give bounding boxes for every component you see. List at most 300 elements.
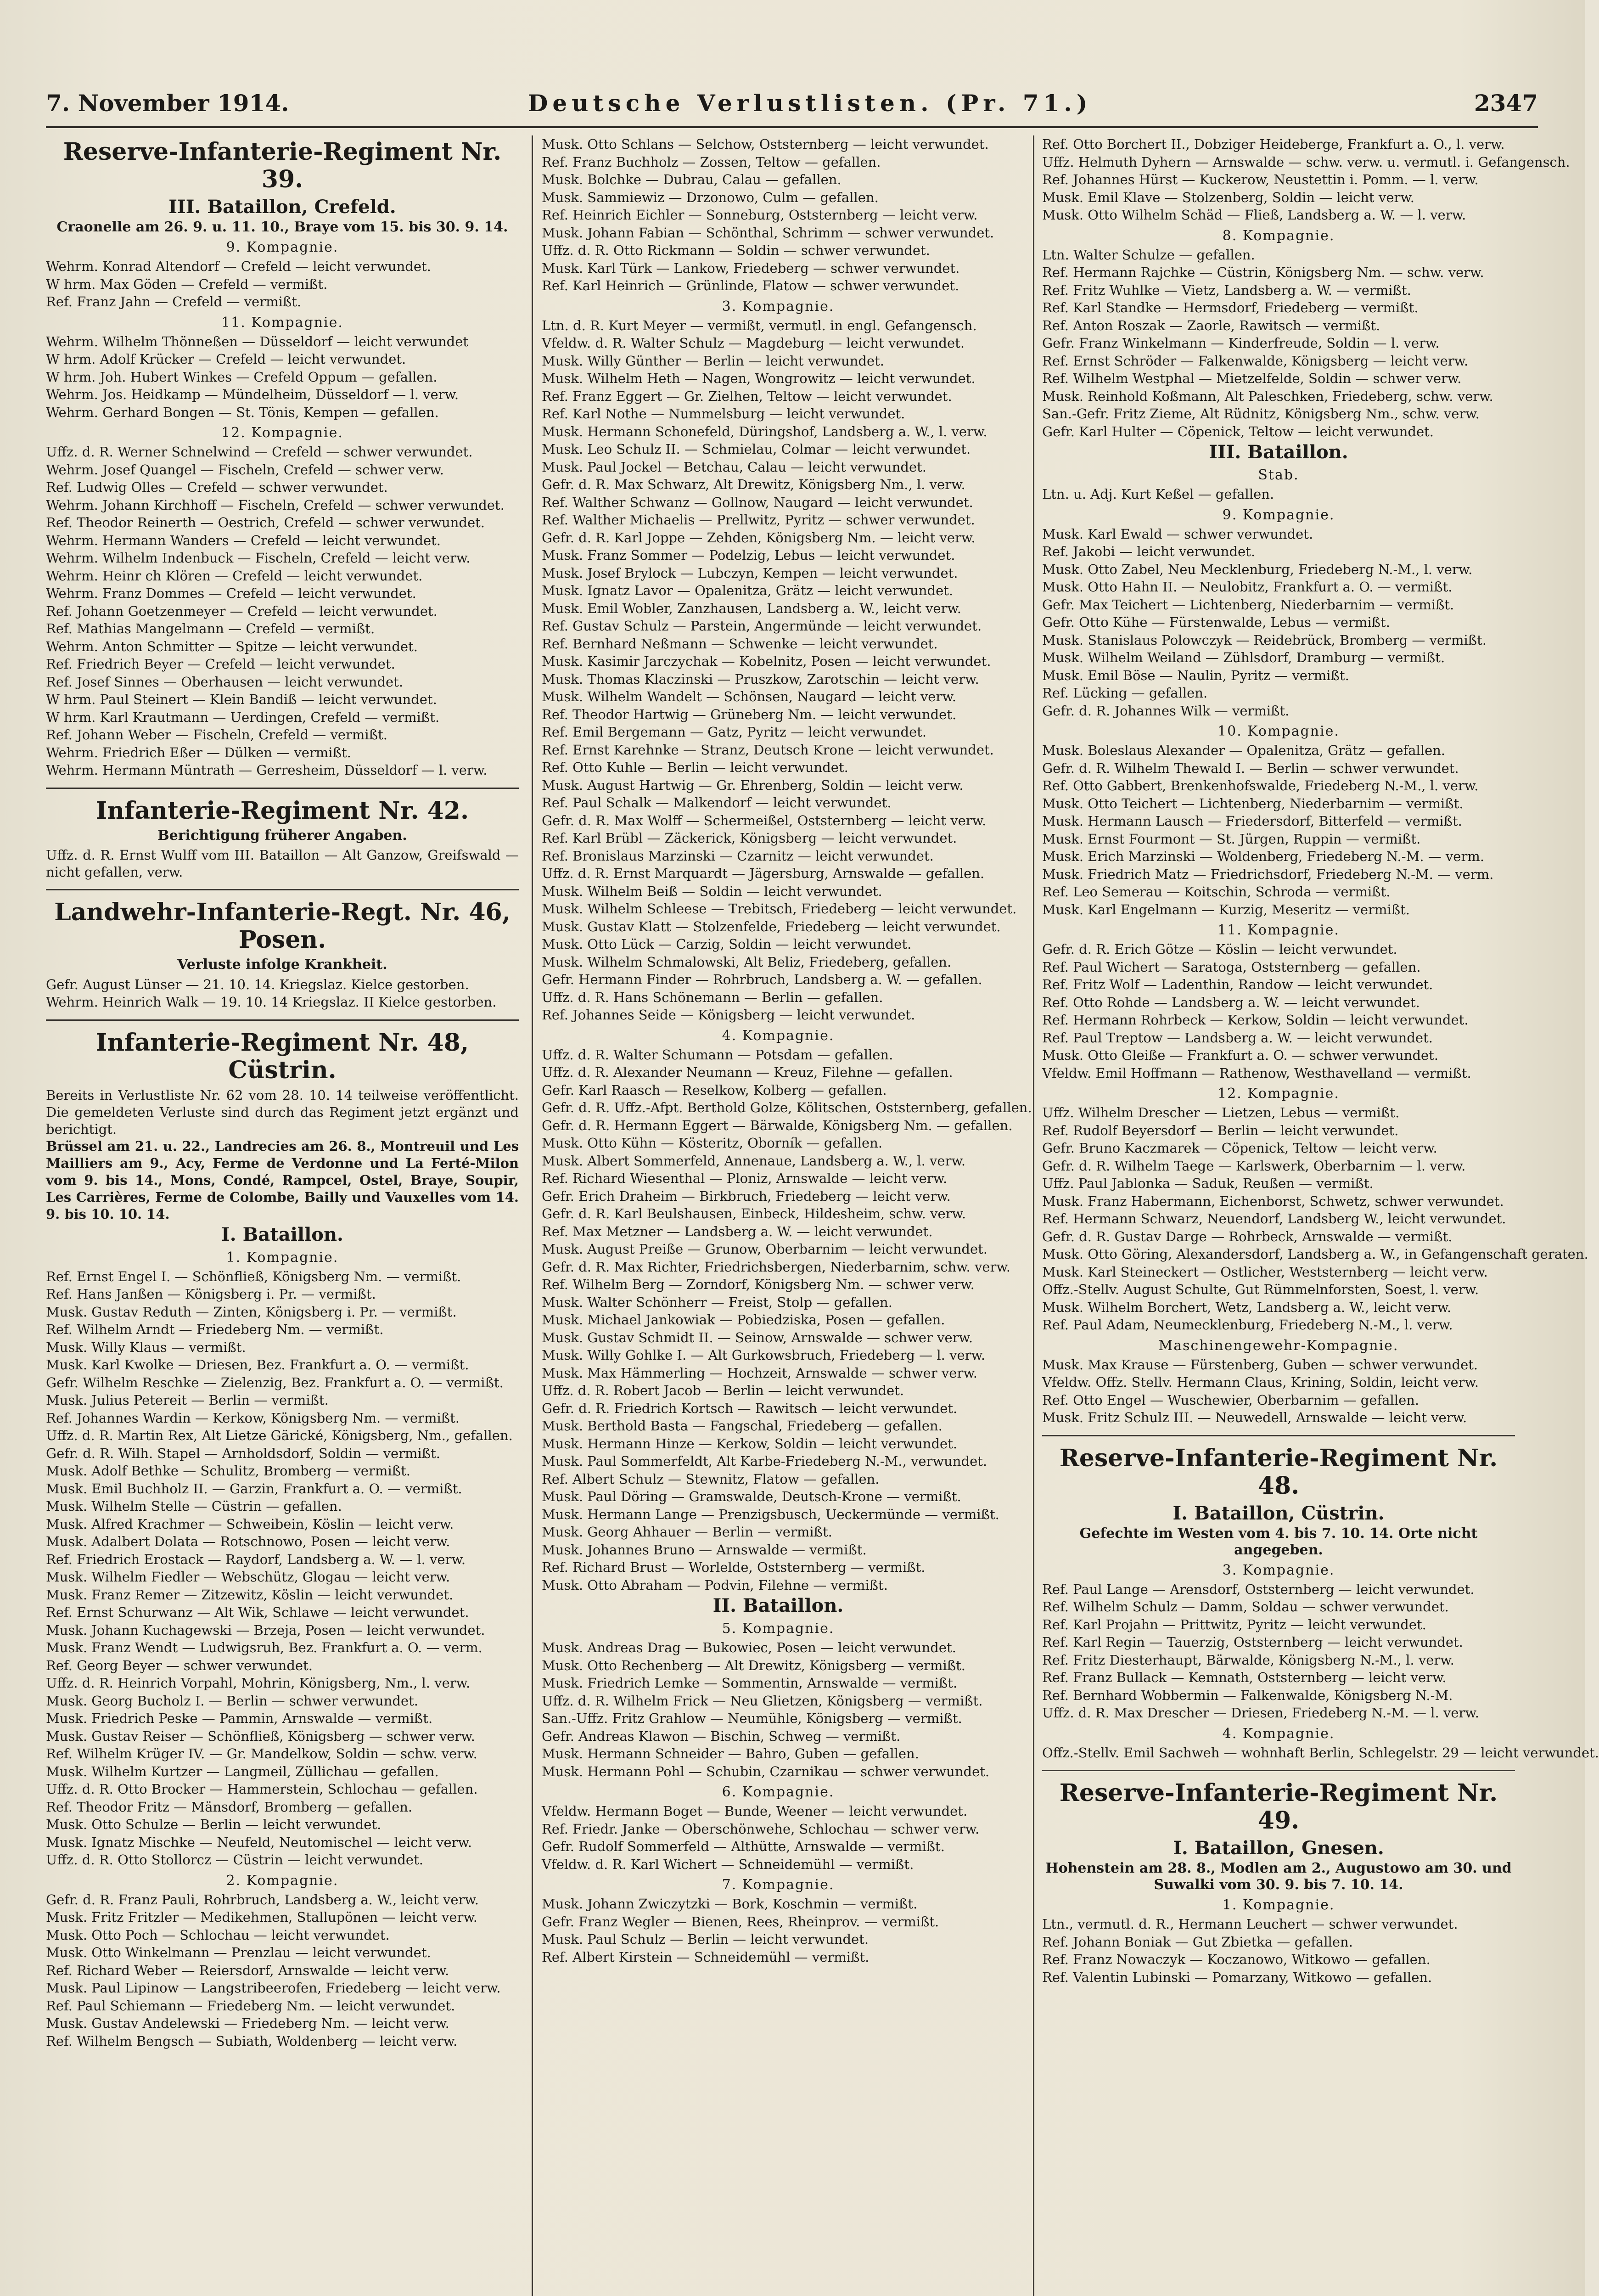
casualty-entry: Gefr. d. R. Gustav Darge — Rohrbeck, Arnswalde — vermißt.	[1042, 1228, 1453, 1244]
casualty-entry: Musk. Paul Sommerfeldt, Alt Karbe-Friedeberg N.-M., verwundet.	[542, 1453, 987, 1469]
casualty-entry: W hrm. Max Göden — Crefeld — vermißt.	[46, 276, 328, 292]
casualty-entry: Uffz. Wilhelm Drescher — Lietzen, Lebus — vermißt.	[1042, 1105, 1400, 1120]
casualty-entry: Musk. Hermann Schneider — Bahro, Guben — gefallen.	[542, 1746, 919, 1761]
casualty-entry: Wehrm. Hermann Wanders — Crefeld — leicht verwundet.	[46, 532, 441, 548]
casualty-entry: Musk. Sammiewiz — Drzonowo, Culm — gefallen.	[542, 189, 879, 205]
casualty-entry: Musk. Johann Zwiczytzki — Bork, Koschmin — vermißt.	[542, 1896, 918, 1912]
casualty-entry: Musk. Hermann Hinze — Kerkow, Soldin — leicht verwundet.	[542, 1435, 958, 1452]
casualty-entry: Ref. Friedrich Beyer — Crefeld — leicht verwundet.	[46, 656, 395, 672]
casualty-entry: Gefr. d. R. Uffz.-Afpt. Berthold Golze, Kölitschen, Oststernberg, gefallen.	[542, 1100, 1032, 1115]
casualty-entry: Ref. Johannes Seide — Königsberg — leicht verwundet.	[542, 1007, 915, 1023]
casualty-entry: Musk. Otto Rechenberg — Alt Drewitz, Königsberg — vermißt.	[542, 1657, 965, 1673]
casualty-entry: Ref. Walther Michaelis — Prellwitz, Pyritz — schwer verwundet.	[542, 512, 975, 528]
casualty-entry: Musk. Otto Wilhelm Schäd — Fließ, Landsberg a. W. — l. verw.	[1042, 207, 1466, 223]
casualty-entry: Musk. Wilhelm Schleese — Trebitsch, Friedeberg — leicht verwundet.	[542, 901, 1017, 917]
casualty-entry: Ltn. Walter Schulze — gefallen.	[1042, 247, 1255, 263]
casualty-entry: Musk. Otto Göring, Alexandersdorf, Landsberg a. W., in Gefangenschaft geraten.	[1042, 1246, 1588, 1262]
company-heading: 6. Kompagnie.	[722, 1784, 835, 1800]
casualty-entry: Gefr. d. R. Max Richter, Friedrichsbergen, Niederbarnim, schw. verw.	[542, 1259, 1010, 1275]
company-heading: 5. Kompagnie.	[722, 1621, 835, 1637]
casualty-entry: Musk. August Preiße — Grunow, Oberbarnim — leicht verwundet.	[542, 1241, 987, 1257]
casualty-entry: Musk. Karl Ewald — schwer verwundet.	[1042, 526, 1313, 542]
casualty-entry: San.-Gefr. Fritz Zieme, Alt Rüdnitz, Königsberg Nm., schw. verw.	[1042, 406, 1480, 422]
casualty-entry: Ref. Richard Weber — Reiersdorf, Arnswalde — leicht verw.	[46, 1962, 449, 1978]
casualty-entry: Wehrm. Wilhelm Thönneßen — Düsseldorf — leicht verwundet	[46, 333, 469, 349]
company-heading: Maschinengewehr-Kompagnie.	[1158, 1337, 1399, 1354]
casualty-entry: Ltn. u. Adj. Kurt Keßel — gefallen.	[1042, 486, 1274, 502]
casualty-entry: Musk. Otto Winkelmann — Prenzlau — leicht verwundet.	[46, 1945, 431, 1960]
casualty-entry: Musk. Franz Habermann, Eichenborst, Schwetz, schwer verwundet.	[1042, 1193, 1504, 1209]
section-divider	[46, 1019, 519, 1021]
casualty-entry: Musk. Wilhelm Wandelt — Schönsen, Naugard — leicht verw.	[542, 689, 956, 704]
casualty-entry: Ref. Bronislaus Marzinski — Czarnitz — leicht verwundet.	[542, 848, 934, 864]
casualty-entry: Uffz. d. R. Walter Schumann — Potsdam — gefallen.	[542, 1047, 893, 1063]
casualty-entry: Uffz. d. R. Otto Brocker — Hammerstein, Schlochau — gefallen.	[46, 1781, 478, 1797]
casualty-entry: Ref. Leo Semerau — Koitschin, Schroda — vermißt.	[1042, 884, 1391, 900]
casualty-entry: Musk. Erich Marzinski — Woldenberg, Friedeberg N.-M. — verm.	[1042, 849, 1485, 864]
casualty-entry: Gefr. Hermann Finder — Rohrbruch, Landsberg a. W. — gefallen.	[542, 972, 982, 987]
casualty-entry: Musk. Otto Schulze — Berlin — leicht verwundet.	[46, 1817, 382, 1832]
casualty-entry: Musk. Alfred Krachmer — Schweibein, Köslin — leicht verw.	[46, 1516, 454, 1532]
casualty-entry: W hrm. Paul Steinert — Klein Bandiß — leicht verwundet.	[46, 692, 437, 707]
casualty-entry: Ref. Friedr. Janke — Oberschönwehe, Schlochau — schwer verw.	[542, 1821, 980, 1837]
casualty-entry: Ref. Mathias Mangelmann — Crefeld — vermißt.	[46, 621, 375, 636]
casualty-entry: Musk. Fritz Fritzler — Medikehmen, Stallupönen — leicht verw.	[46, 1909, 478, 1925]
casualty-entry: Musk. Walter Schönherr — Freist, Stolp — gefallen.	[542, 1294, 892, 1310]
casualty-entry: Musk. Otto Poch — Schlochau — leicht verwundet.	[46, 1927, 390, 1943]
column-2	[542, 135, 1032, 2296]
casualty-entry: Wehrm. Heinr ch Klören — Crefeld — leicht verwundet.	[46, 568, 423, 584]
casualty-entry: Ref. Franz Nowaczyk — Koczanowo, Witkowo — gefallen.	[1042, 1952, 1431, 1967]
entry-list	[1042, 525, 1515, 720]
casualty-entry: Musk. Emil Wobler, Zanzhausen, Landsberg a. W., leicht verw.	[542, 600, 961, 616]
casualty-entry: Ref. Ernst Karehnke — Stranz, Deutsch Krone — leicht verwundet.	[542, 742, 994, 758]
casualty-entry: Gefr. d. R. Friedrich Kortsch — Rawitsch — leicht verwundet.	[542, 1400, 958, 1416]
casualty-entry: Gefr. Franz Wegler — Bienen, Rees, Rheinprov. — vermißt.	[542, 1913, 939, 1930]
casualty-entry: Gefr. d. R. Franz Pauli, Rohrbruch, Landsberg a. W., leicht verw.	[46, 1891, 479, 1908]
casualty-entry: Gefr. Wilhelm Reschke — Zielenzig, Bez. Frankfurt a. O. — vermißt.	[46, 1374, 504, 1390]
company-heading: 9. Kompagnie.	[226, 239, 339, 255]
company-heading: 12. Kompagnie.	[221, 425, 343, 441]
column-1	[46, 135, 519, 2296]
company-heading: 9. Kompagnie.	[1222, 506, 1335, 523]
casualty-entry: Musk. Willy Gohlke I. — Alt Gurkowsbruch, Friedeberg — l. verw.	[542, 1347, 986, 1363]
company-heading: 1. Kompagnie.	[1222, 1897, 1335, 1913]
entry-list	[46, 1268, 519, 1869]
casualty-entry: Ref. Ernst Schröder — Falkenwalde, Königsberg — leicht verw.	[1042, 353, 1469, 369]
casualty-entry: Musk. Andreas Drag — Bukowiec, Posen — leicht verwundet.	[542, 1640, 956, 1655]
casualty-entry: Musk. Fritz Schulz III. — Neuwedell, Arnswalde — leicht verw.	[1042, 1410, 1467, 1425]
entry-list	[46, 333, 519, 422]
casualty-entry: Gefr. d. R. Wilhelm Thewald I. — Berlin — schwer verwundet.	[1042, 760, 1459, 776]
casualty-entry: Ref. Friedrich Erostack — Raydorf, Landsberg a. W. — l. verw.	[46, 1551, 466, 1567]
casualty-entry: Musk. Karl Steineckert — Ostlicher, Weststernberg — leicht verw.	[1042, 1264, 1488, 1280]
casualty-entry: Wehrm. Heinrich Walk — 19. 10. 14 Kriegslaz. II Kielce gestorben.	[46, 994, 497, 1010]
casualty-entry: Musk. Karl Türk — Lankow, Friedeberg — schwer verwundet.	[542, 260, 960, 276]
page-number: 2347	[1474, 90, 1538, 117]
casualty-entry: Ref. Bernhard Neßmann — Schwenke — leicht verwundet.	[542, 636, 938, 652]
casualty-entry: W hrm. Joh. Hubert Winkes — Crefeld Oppum — gefallen.	[46, 369, 438, 385]
casualty-entry: Ref. Anton Roszak — Zaorle, Rawitsch — vermißt.	[1042, 317, 1380, 333]
casualty-entry: Vfeldw. Emil Hoffmann — Rathenow, Westhavelland — vermißt.	[1042, 1065, 1471, 1081]
casualty-entry: Wehrm. Anton Schmitter — Spitze — leicht verwundet.	[46, 638, 418, 654]
entry-list	[1042, 1915, 1515, 1986]
casualty-entry: Gefr. d. R. Hermann Eggert — Bärwalde, Königsberg Nm. — gefallen.	[542, 1117, 1013, 1133]
casualty-entry: Ref. Fritz Wolf — Ladenthin, Randow — leicht verwundet.	[1042, 977, 1433, 992]
casualty-entry: Gefr. Rudolf Sommerfeld — Althütte, Arnswalde — vermißt.	[542, 1839, 945, 1854]
casualty-entry: Musk. Thomas Klaczinski — Pruszkow, Zarotschin — leicht verw.	[542, 671, 979, 687]
casualty-entry: Ref. Karl Standke — Hermsdorf, Friedeberg — vermißt.	[1042, 300, 1419, 315]
casualty-entry: Musk. Julius Petereit — Berlin — vermißt.	[46, 1392, 329, 1408]
casualty-entry: Uffz. d. R. Robert Jacob — Berlin — leicht verwundet.	[542, 1383, 904, 1398]
casualty-entry: Musk. Albert Sommerfeld, Annenaue, Landsberg a. W., l. verw.	[542, 1153, 966, 1169]
entry-list	[542, 317, 1015, 1024]
casualty-entry: Vfeldw. Hermann Boget — Bunde, Weener — leicht verwundet.	[542, 1803, 968, 1819]
casualty-entry: Ref. Theodor Fritz — Mänsdorf, Bromberg — gefallen.	[46, 1799, 413, 1815]
casualty-entry: Ref. Heinrich Eichler — Sonneburg, Oststernberg — leicht verw.	[542, 207, 978, 223]
battle-places: Brüssel am 21. u. 22., Landrecies am 26. 8., Montreuil und Les Mailliers am 9., Acy, Ferme de Verdonne und La Ferté-Milon vom 9. bis 14., Mons, Condé, Rampcel, Ostel, Braye, Soupir, Les Carrières, Ferme de Colombe, Bailly und Vauxelles vom 14. 9. bis 10. 10. 14.	[46, 1138, 519, 1222]
casualty-entry: Musk. Paul Döring — Gramswalde, Deutsch-Krone — vermißt.	[542, 1489, 961, 1504]
casualty-entry: Musk. Wilhelm Borchert, Wetz, Landsberg a. W., leicht verw.	[1042, 1299, 1452, 1315]
company-heading: 10. Kompagnie.	[1217, 723, 1340, 739]
casualty-entry: Musk. Franz Sommer — Podelzig, Lebus — leicht verwundet.	[542, 547, 955, 563]
casualty-entry: Musk. Emil Böse — Naulin, Pyritz — vermißt.	[1042, 667, 1349, 683]
entry-list	[1042, 1744, 1599, 1762]
casualty-entry: Gefr. d. R. Wilh. Stapel — Arnholdsdorf, Soldin — vermißt.	[46, 1445, 440, 1461]
battalion-heading: I. Bataillon, Cüstrin.	[1173, 1502, 1385, 1524]
casualty-entry: Offz.-Stellv. August Schulte, Gut Rümmelnforsten, Soest, l. verw.	[1042, 1282, 1479, 1297]
casualty-entry: Musk. Johannes Bruno — Arnswalde — vermißt.	[542, 1542, 867, 1558]
casualty-entry: Ref. Wilhelm Arndt — Friedeberg Nm. — vermißt.	[46, 1322, 384, 1337]
casualty-entry: Musk. Wilhelm Heth — Nagen, Wongrowitz — leicht verwundet.	[542, 371, 976, 386]
battle-note: Hohenstein am 28. 8., Modlen am 2., Augustowo am 30. und Suwalki vom 30. 9. bis 7. 10. 14.	[1045, 1860, 1512, 1893]
section-note: Berichtigung früherer Angaben.	[157, 827, 407, 844]
casualty-entry: Ref. Hermann Rohrbeck — Kerkow, Soldin — leicht verwundet.	[1042, 1012, 1469, 1028]
casualty-entry: Musk. Adolf Bethke — Schulitz, Bromberg — vermißt.	[46, 1463, 410, 1479]
casualty-entry: Musk. Hermann Schonefeld, Düringshof, Landsberg a. W., l. verw.	[542, 423, 987, 439]
casualty-entry: Musk. Michael Jankowiak — Pobiedziska, Posen — gefallen.	[542, 1312, 945, 1328]
casualty-entry: Musk. Otto Zabel, Neu Mecklenburg, Friedeberg N.-M., l. verw.	[1042, 561, 1473, 577]
casualty-entry: Musk. Gustav Reduth — Zinten, Königsberg i. Pr. — vermißt.	[46, 1304, 457, 1320]
casualty-entry: Musk. Franz Wendt — Ludwigsruh, Bez. Frankfurt a. O. — verm.	[46, 1640, 483, 1655]
casualty-entry: Ref. Jakobi — leicht verwundet.	[1042, 544, 1256, 559]
casualty-entry: Musk. Gustav Klatt — Stolzenfelde, Friedeberg — leicht verwundet.	[542, 918, 1001, 934]
casualty-entry: Musk. Max Krause — Fürstenberg, Guben — schwer verwundet.	[1042, 1356, 1478, 1373]
casualty-entry: Ref. Richard Brust — Worlelde, Oststernberg — vermißt.	[542, 1559, 926, 1575]
casualty-entry: Musk. Otto Schlans — Selchow, Oststernberg — leicht verwundet.	[542, 136, 989, 152]
casualty-entry: Musk. Adalbert Dolata — Rotschnowo, Posen — leicht verw.	[46, 1534, 450, 1549]
battalion-heading: III. Bataillon.	[1209, 441, 1348, 463]
casualty-entry: Ref. Wilhelm Bengsch — Subiath, Woldenberg — leicht verw.	[46, 2033, 458, 2049]
casualty-entry: Ref. Karl Nothe — Nummelsburg — leicht verwundet.	[542, 406, 905, 422]
casualty-entry: Wehrm. Josef Quangel — Fischeln, Crefeld — schwer verw.	[46, 461, 444, 478]
company-heading: 8. Kompagnie.	[1222, 227, 1335, 244]
casualty-entry: Uffz. d. R. Otto Rickmann — Soldin — schwer verwundet.	[542, 242, 930, 258]
casualty-entry: Musk. Friedrich Peske — Pammin, Arnswalde — vermißt.	[46, 1711, 433, 1726]
casualty-entry: Musk. Wilhelm Beiß — Soldin — leicht verwundet.	[542, 883, 882, 899]
casualty-entry: Musk. Gustav Reiser — Schönfließ, Königsberg — schwer verw.	[46, 1728, 475, 1744]
casualty-entry: Wehrm. Johann Kirchhoff — Fischeln, Crefeld — schwer verwundet.	[46, 497, 505, 513]
battalion-heading: III. Bataillon, Crefeld.	[168, 196, 396, 218]
column-divider-2	[1033, 135, 1034, 2296]
casualty-entry: Musk. Wilhelm Stelle — Cüstrin — gefallen.	[46, 1498, 342, 1514]
casualty-entry: Ref. Josef Sinnes — Oberhausen — leicht verwundet.	[46, 674, 404, 690]
entry-list	[46, 258, 519, 311]
casualty-entry: Musk. Gustav Schmidt II. — Seinow, Arnswalde — schwer verw.	[542, 1329, 973, 1345]
casualty-entry: Musk. Karl Engelmann — Kurzig, Meseritz — vermißt.	[1042, 901, 1410, 917]
casualty-entry: Ref. Johannes Hürst — Kuckerow, Neustettin i. Pomm. — l. verw.	[1042, 172, 1479, 187]
casualty-entry: Gefr. Andreas Klawon — Bischin, Schweg — vermißt.	[542, 1728, 901, 1744]
casualty-entry: Wehrm. Franz Dommes — Crefeld — leicht verwundet.	[46, 585, 416, 601]
column-divider-1	[532, 135, 533, 2296]
casualty-entry: Musk. Hermann Lange — Prenzigsbusch, Ueckermünde — vermißt.	[542, 1506, 999, 1522]
casualty-entry: Gefr. d. R. Max Schwarz, Alt Drewitz, Königsberg Nm., l. verw.	[542, 477, 965, 492]
casualty-entry: Ref. Franz Jahn — Crefeld — vermißt.	[46, 294, 302, 310]
company-heading: 4. Kompagnie.	[1222, 1725, 1335, 1742]
casualty-entry: Ref. Valentin Lubinski — Pomarzany, Witkowo — gefallen.	[1042, 1969, 1432, 1985]
casualty-entry: Uffz. Helmuth Dyhern — Arnswalde — schw. verw. u. vermutl. i. Gefangensch.	[1042, 154, 1570, 170]
staff-heading: Stab.	[1258, 467, 1299, 483]
regiment-heading: Infanterie-Regiment Nr. 42.	[95, 796, 469, 825]
entry-list	[542, 1639, 1015, 1780]
battalion-heading: II. Bataillon.	[713, 1595, 844, 1616]
section-divider	[46, 788, 519, 789]
battalion-heading: I. Bataillon.	[221, 1223, 343, 1245]
casualty-entry: Gefr. Erich Draheim — Birkbruch, Friedeberg — leicht verw.	[542, 1188, 951, 1204]
regiment-heading: Reserve-Infanterie-Regiment Nr. 39.	[63, 138, 502, 193]
casualty-entry: Ref. Karl Projahn — Prittwitz, Pyritz — leicht verwundet.	[1042, 1616, 1426, 1632]
entry-list	[46, 976, 519, 1011]
casualty-entry: Gefr. d. R. Karl Beulshausen, Einbeck, Hildesheim, schw. verw.	[542, 1206, 966, 1221]
casualty-entry: Gefr. Karl Hulter — Cöpenick, Teltow — leicht verwundet.	[1042, 423, 1434, 439]
casualty-entry: Uffz. Paul Jablonka — Saduk, Reußen — vermißt.	[1042, 1176, 1374, 1191]
casualty-entry: Ref. Hermann Rajchke — Cüstrin, Königsberg Nm. — schw. verw.	[1042, 264, 1484, 280]
casualty-entry: Ref. Johann Weber — Fischeln, Crefeld — vermißt.	[46, 727, 387, 743]
entry-list	[1042, 1356, 1515, 1427]
casualty-entry: Ref. Ernst Schurwanz — Alt Wik, Schlawe — leicht verwundet.	[46, 1604, 469, 1620]
casualty-entry: Gefr. d. R. Wilhelm Taege — Karlswerk, Oberbarnim — l. verw.	[1042, 1158, 1466, 1174]
casualty-entry: Musk. Otto Gleiße — Frankfurt a. O. — schwer verwundet.	[1042, 1047, 1439, 1063]
regiment-heading: Landwehr-Infanterie-Regt. Nr. 46, Posen.	[54, 898, 511, 954]
casualty-entry: Ltn., vermutl. d. R., Hermann Leuchert — schwer verwundet.	[1042, 1916, 1458, 1932]
casualty-entry: Ref. Gustav Schulz — Parstein, Angermünde — leicht verwundet.	[542, 618, 982, 634]
casualty-entry: Ref. Otto Kuhle — Berlin — leicht verwundet.	[542, 760, 848, 775]
casualty-entry: Ref. Otto Engel — Wuschewier, Oberbarnim — gefallen.	[1042, 1392, 1419, 1408]
casualty-entry: Gefr. d. R. Erich Götze — Köslin — leicht verwundet.	[1042, 941, 1397, 957]
company-heading: 3. Kompagnie.	[722, 298, 835, 315]
casualty-entry: Musk. Georg Ahhauer — Berlin — vermißt.	[542, 1524, 832, 1540]
entry-list	[1042, 940, 1515, 1082]
casualty-entry: Vfeldw. Offz. Stellv. Hermann Claus, Krining, Soldin, leicht verw.	[1042, 1374, 1479, 1390]
casualty-entry: Musk. Ignatz Lavor — Opalenitza, Grätz — leicht verwundet.	[542, 583, 954, 598]
publication-title: Deutsche Verlustlisten. (Pr. 71.)	[528, 90, 1092, 117]
casualty-entry: Musk. Johann Kuchagewski — Brzeja, Posen — leicht verwundet.	[46, 1622, 485, 1638]
casualty-entry: Ref. Karl Brübl — Zäckerick, Königsberg — leicht verwundet.	[542, 830, 957, 846]
entry-list	[1042, 246, 1515, 441]
casualty-entry: Offz.-Stellv. Emil Sachweh — wohnhaft Berlin, Schlegelstr. 29 — leicht verwundet.	[1042, 1745, 1599, 1761]
casualty-entry: W hrm. Adolf Krücker — Crefeld — leicht verwundet.	[46, 351, 406, 367]
company-heading: 4. Kompagnie.	[722, 1027, 835, 1044]
casualty-entry: Gefr. Franz Winkelmann — Kinderfreude, Soldin — l. verw.	[1042, 335, 1440, 351]
casualty-entry: Ref. Otto Rohde — Landsberg a. W. — leicht verwundet.	[1042, 994, 1420, 1010]
casualty-entry: Ref. Fritz Diesterhaupt, Bärwalde, Königsberg N.-M., l. verw.	[1042, 1652, 1454, 1668]
casualty-entry: Wehrm. Gerhard Bongen — St. Tönis, Kempen — gefallen.	[46, 404, 439, 420]
casualty-entry: Ref. Karl Heinrich — Grünlinde, Flatow — schwer verwundet.	[542, 278, 959, 293]
casualty-entry: Musk. Wilhelm Kurtzer — Langmeil, Züllichau — gefallen.	[46, 1763, 439, 1779]
casualty-entry: Uffz. d. R. Max Drescher — Driesen, Friedeberg N.-M. — l. verw.	[1042, 1705, 1479, 1721]
casualty-entry: Ref. Albert Kirstein — Schneidemühl — vermißt.	[542, 1949, 870, 1965]
casualty-entry: Musk. Franz Remer — Zitzewitz, Köslin — leicht verwundet.	[46, 1587, 454, 1603]
casualty-entry: Musk. Wilhelm Schmalowski, Alt Beliz, Friedeberg, gefallen.	[542, 954, 952, 970]
casualty-entry: Ref. Emil Bergemann — Gatz, Pyritz — leicht verwundet.	[542, 724, 927, 740]
entry-list	[46, 1891, 519, 2050]
casualty-entry: Ref. Wilhelm Schulz — Damm, Soldau — schwer verwundet.	[1042, 1599, 1449, 1615]
regiment-heading: Infanterie-Regiment Nr. 48, Cüstrin.	[95, 1028, 469, 1084]
casualty-entry: Ref. Fritz Wuhlke — Vietz, Landsberg a. W. — vermißt.	[1042, 282, 1411, 298]
casualty-entry: Musk. Gustav Andelewski — Friedeberg Nm. — leicht verw.	[46, 2015, 449, 2031]
casualty-entry: Ref. Paul Schiemann — Friedeberg Nm. — leicht verwundet.	[46, 1998, 455, 2014]
casualty-entry: Musk. Boleslaus Alexander — Opalenitza, Grätz — gefallen.	[1042, 743, 1446, 758]
casualty-entry: Ref. Max Metzner — Landsberg a. W. — leicht verwundet.	[542, 1223, 933, 1239]
casualty-entry: Wehrm. Wilhelm Indenbuck — Fischeln, Crefeld — leicht verw.	[46, 550, 471, 566]
entry-list	[1042, 1104, 1588, 1334]
correction-text: Uffz. d. R. Ernst Wulff vom III. Bataillon — Alt Ganzow, Greifswald — nicht gefallen, verw.	[46, 847, 519, 880]
entry-list	[1042, 1581, 1515, 1722]
casualty-entry: Ref. Rudolf Beyersdorf — Berlin — leicht verwundet.	[1042, 1122, 1399, 1138]
casualty-entry: Musk. Paul Schulz — Berlin — leicht verwundet.	[542, 1931, 869, 1947]
casualty-entry: Wehrm. Jos. Heidkamp — Mündelheim, Düsseldorf — l. verw.	[46, 387, 459, 402]
column-3	[1042, 135, 1599, 2296]
casualty-entry: Musk. Wilhelm Fiedler — Webschütz, Glogau — leicht verw.	[46, 1569, 450, 1585]
company-heading: 7. Kompagnie.	[722, 1877, 835, 1893]
casualty-entry: Ltn. d. R. Kurt Meyer — vermißt, vermutl. in engl. Gefangensch.	[542, 317, 977, 333]
casualty-entry: Ref. Wilhelm Krüger IV. — Gr. Mandelkow, Soldin — schw. verw.	[46, 1746, 477, 1761]
page-header	[46, 85, 1538, 128]
casualty-entry: Musk. Emil Klave — Stolzenberg, Soldin — leicht verw.	[1042, 189, 1414, 205]
casualty-entry: Uffz. d. R. Heinrich Vorpahl, Mohrin, Königsberg, Nm., l. verw.	[46, 1675, 471, 1691]
casualty-entry: W hrm. Karl Krautmann — Uerdingen, Crefeld — vermißt.	[46, 709, 440, 725]
casualty-entry: Ref. Franz Eggert — Gr. Zielhen, Teltow — leicht verwundet.	[542, 388, 952, 404]
casualty-entry: Gefr. d. R. Johannes Wilk — vermißt.	[1042, 703, 1290, 719]
casualty-entry: Ref. Johann Goetzenmeyer — Crefeld — leicht verwundet.	[46, 603, 438, 619]
casualty-entry: Musk. Friedrich Lemke — Sommentin, Arnswalde — vermißt.	[542, 1675, 958, 1691]
entry-list	[1042, 485, 1515, 503]
casualty-entry: Ref. Paul Treptow — Landsberg a. W. — leicht verwundet.	[1042, 1030, 1433, 1046]
casualty-entry: Uffz. d. R. Wilhelm Frick — Neu Glietzen, Königsberg — vermißt.	[542, 1693, 983, 1709]
battle-note: Gefechte im Westen vom 4. bis 7. 10. 14. Orte nicht angegeben.	[1079, 1525, 1478, 1558]
casualty-entry: Ref. Otto Gabbert, Brenkenhofswalde, Friedeberg N.-M., l. verw.	[1042, 778, 1479, 793]
entry-list	[46, 443, 519, 779]
casualty-entry: Wehrm. Hermann Müntrath — Gerresheim, Düsseldorf — l. verw.	[46, 762, 488, 778]
casualty-entry: Ref. Richard Wiesenthal — Ploniz, Arnswalde — leicht verw.	[542, 1171, 948, 1186]
casualty-entry: Ref. Albert Schulz — Stewnitz, Flatow — gefallen.	[542, 1471, 880, 1487]
casualty-entry: Uffz. d. R. Ernst Marquardt — Jägersburg, Arnswalde — gefallen.	[542, 866, 985, 881]
battle-note: Craonelle am 26. 9. u. 11. 10., Braye vom 15. bis 30. 9. 14.	[56, 219, 508, 235]
casualty-entry: Ref. Franz Buchholz — Zossen, Teltow — gefallen.	[542, 154, 881, 170]
casualty-entry: Musk. Ernst Fourmont — St. Jürgen, Ruppin — vermißt.	[1042, 831, 1421, 847]
casualty-entry: Uffz. d. R. Alexander Neumann — Kreuz, Filehne — gefallen.	[542, 1064, 953, 1080]
entry-list	[1042, 742, 1515, 918]
casualty-entry: Ref. Theodor Hartwig — Grüneberg Nm. — leicht verwundet.	[542, 706, 957, 722]
entry-list	[542, 1895, 1015, 1966]
entry-list	[1042, 135, 1570, 224]
casualty-entry: Ref. Hans Janßen — Königsberg i. Pr. — vermißt.	[46, 1286, 376, 1302]
casualty-entry: Musk. Willy Klaus — vermißt.	[46, 1339, 246, 1355]
company-heading: 1. Kompagnie.	[226, 1249, 339, 1266]
entry-list	[542, 1802, 1015, 1873]
casualty-entry: Ref. Paul Adam, Neumecklenburg, Friedeberg N.-M., l. verw.	[1042, 1317, 1453, 1333]
casualty-entry: Wehrm. Konrad Altendorf — Crefeld — leicht verwundet.	[46, 259, 431, 274]
casualty-entry: Ref. Bernhard Wobbermin — Falkenwalde, Königsberg N.-M.	[1042, 1687, 1453, 1703]
casualty-entry: Ref. Georg Beyer — schwer verwundet.	[46, 1657, 313, 1673]
casualty-entry: Musk. Willy Günther — Berlin — leicht verwundet.	[542, 353, 884, 369]
casualty-entry: Gefr. Max Teichert — Lichtenberg, Niederbarnim — vermißt.	[1042, 597, 1454, 613]
casualty-entry: Ref. Karl Regin — Tauerzig, Oststernberg — leicht verwundet.	[1042, 1634, 1463, 1650]
casualty-entry: Ref. Theodor Reinerth — Oestrich, Crefeld — schwer verwundet.	[46, 515, 485, 530]
casualty-entry: Ref. Walther Schwanz — Gollnow, Naugard — leicht verwundet.	[542, 494, 973, 510]
casualty-entry: Ref. Ernst Engel I. — Schönfließ, Königsberg Nm. — vermißt.	[46, 1268, 461, 1284]
casualty-entry: Musk. Otto Hahn II. — Neulobitz, Frankfurt a. O. — vermißt.	[1042, 579, 1453, 595]
casualty-entry: Ref. Lücking — gefallen.	[1042, 685, 1208, 701]
casualty-entry: Ref. Wilhelm Westphal — Mietzelfelde, Soldin — schwer verw.	[1042, 371, 1462, 386]
intro-text: Bereits in Verlustliste Nr. 62 vom 28. 10. 14 teilweise veröffentlicht. Die gemeldeten Verluste sind durch das Regiment jetzt ergänzt und berichtigt.	[46, 1087, 519, 1137]
casualty-entry: Musk. Bolchke — Dubrau, Calau — gefallen.	[542, 172, 842, 187]
company-heading: 3. Kompagnie.	[1222, 1562, 1335, 1578]
casualty-entry: Musk. Berthold Basta — Fangschal, Friedeberg — gefallen.	[542, 1418, 943, 1434]
company-heading: 11. Kompagnie.	[1217, 922, 1340, 938]
casualty-entry: Musk. Otto Abraham — Podvin, Filehne — vermißt.	[542, 1577, 888, 1593]
casualty-entry: Musk. Hermann Pohl — Schubin, Czarnikau — schwer verwundet.	[542, 1763, 990, 1779]
regiment-heading: Reserve-Infanterie-Regiment Nr. 48.	[1059, 1444, 1498, 1500]
casualty-entry: Ref. Paul Wichert — Saratoga, Oststernberg — gefallen.	[1042, 959, 1421, 975]
issue-date: 7. November 1914.	[46, 90, 289, 117]
section-note: Verluste infolge Krankheit.	[177, 956, 387, 973]
casualty-entry: Musk. Georg Bucholz I. — Berlin — schwer verwundet.	[46, 1693, 418, 1709]
casualty-entry: Musk. Kasimir Jarczychak — Kobelnitz, Posen — leicht verwundet.	[542, 653, 991, 669]
casualty-entry: Ref. Otto Borchert II., Dobziger Heideberge, Frankfurt a. O., l. verw.	[1042, 136, 1505, 152]
company-heading: 11. Kompagnie.	[221, 314, 343, 331]
casualty-entry: Musk. Reinhold Koßmann, Alt Paleschken, Friedeberg, schw. verw.	[1042, 388, 1493, 404]
casualty-entry: Musk. Karl Kwolke — Driesen, Bez. Frankfurt a. O. — vermißt.	[46, 1357, 469, 1373]
entry-list	[542, 1046, 1032, 1594]
casualty-entry: Musk. Max Hämmerling — Hochzeit, Arnswalde — schwer verw.	[542, 1365, 977, 1381]
casualty-entry: Uffz. d. R. Otto Stollorcz — Cüstrin — leicht verwundet.	[46, 1852, 423, 1868]
casualty-entry: Musk. Otto Kühn — Kösteritz, Oborník — gefallen.	[542, 1135, 883, 1151]
entry-list	[542, 135, 1015, 295]
casualty-entry: Ref. Johann Boniak — Gut Zbietka — gefallen.	[1042, 1934, 1353, 1950]
company-heading: 2. Kompagnie.	[226, 1872, 339, 1889]
casualty-entry: Musk. August Hartwig — Gr. Ehrenberg, Soldin — leicht verw.	[542, 777, 964, 793]
section-divider	[1042, 1435, 1515, 1436]
casualty-entry: Musk. Johann Fabian — Schönthal, Schrimm — schwer verwundet.	[542, 225, 994, 241]
casualty-entry: Musk. Wilhelm Weiland — Zühlsdorf, Dramburg — vermißt.	[1042, 650, 1445, 665]
casualty-entry: Musk. Paul Lipinow — Langstribeerofen, Friedeberg — leicht verw.	[46, 1980, 501, 1996]
casualty-entry: Gefr. d. R. Karl Joppe — Zehden, Königsberg Nm. — leicht verw.	[542, 529, 976, 546]
casualty-entry: Vfeldw. d. R. Karl Wichert — Schneidemühl — vermißt.	[542, 1856, 914, 1872]
casualty-entry: Gefr. Bruno Kaczmarek — Cöpenick, Teltow — leicht verw.	[1042, 1140, 1437, 1156]
casualty-entry: Musk. Leo Schulz II. — Schmielau, Colmar — leicht verwundet.	[542, 441, 971, 457]
casualty-entry: Ref. Franz Bullack — Kemnath, Oststernberg — leicht verw.	[1042, 1670, 1447, 1685]
casualty-entry: Uffz. d. R. Hans Schönemann — Berlin — gefallen.	[542, 989, 883, 1005]
casualty-entry: Musk. Emil Buchholz II. — Garzin, Frankfurt a. O. — vermißt.	[46, 1480, 462, 1497]
casualty-entry: Gefr. August Lünser — 21. 10. 14. Kriegslaz. Kielce gestorben.	[46, 976, 469, 992]
regiment-heading: Reserve-Infanterie-Regiment Nr. 49.	[1059, 1779, 1498, 1835]
casualty-entry: Musk. Hermann Lausch — Friedersdorf, Bitterfeld — vermißt.	[1042, 813, 1462, 829]
casualty-entry: Wehrm. Friedrich Eßer — Dülken — vermißt.	[46, 744, 351, 760]
casualty-entry: Ref. Ludwig Olles — Crefeld — schwer verwundet.	[46, 479, 388, 495]
casualty-entry: Gefr. Otto Kühe — Fürstenwalde, Lebus — vermißt.	[1042, 614, 1390, 630]
casualty-entry: Ref. Johannes Wardin — Kerkow, Königsberg Nm. — vermißt.	[46, 1410, 460, 1426]
